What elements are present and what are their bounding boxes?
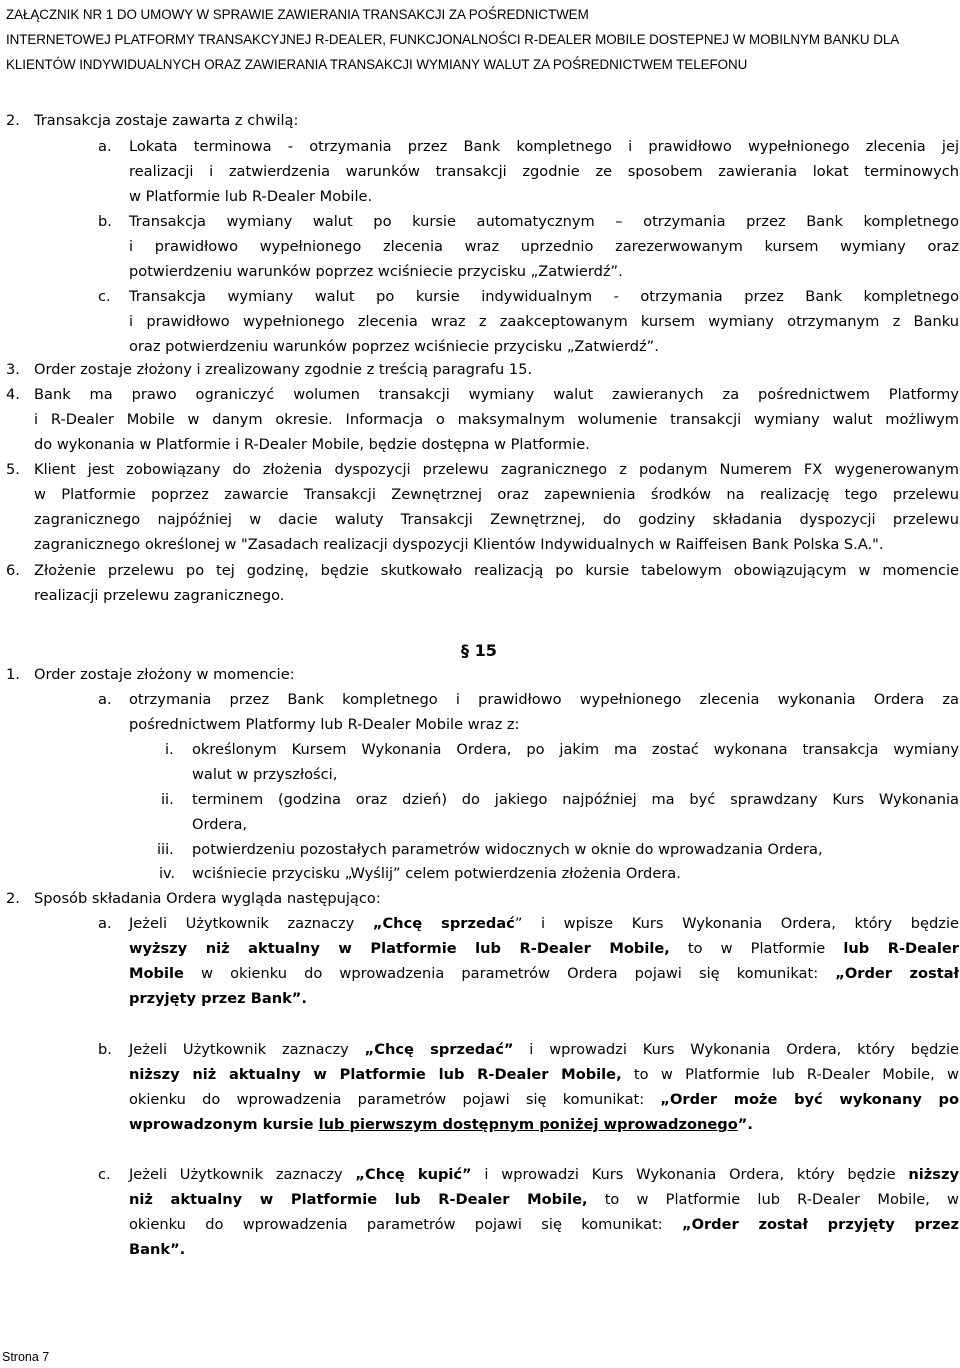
s15-2b-line-3-part: okienku do wprowadzenia parametrów pojawi się komunikat: [129,1091,661,1108]
point-2a-line-1: Lokata terminowa - otrzymania przez Bank kompletnego i prawidłowo wypełnionego zlecenia jej [129,138,959,155]
s15-2a-line-1-rest: ” i wpisze Kurs Wykonania Ordera, który będzie [514,915,959,932]
point-4-line-1: Bank ma prawo ograniczyć wolumen transakcji wymiany walut zawieranych za pośrednictwem Platformy [34,386,959,403]
s15-1a-mark: a. [98,691,112,708]
point-5-number: 5. [6,461,20,478]
s15-2a-or-rdealer: lub R-Dealer [843,940,959,957]
s15-point-2-number: 2. [6,890,20,907]
s15-2a-line-1 [129,914,959,934]
point-2a-line-3: w Platformie lub R-Dealer Mobile. [129,188,373,205]
s15-1a-iv-mark: iv. [159,865,176,882]
s15-2c-line-3 [129,1215,959,1235]
s15-2c-line-3-part: okienku do wprowadzenia parametrów pojawi się komunikat: [129,1216,682,1233]
s15-2c-line-1-part: Jeżeli Użytkownik zaznaczy [129,1166,356,1183]
point-2a-mark: a. [98,138,112,155]
point-2b-text [129,212,959,282]
s15-point-1-text: Order zostaje złożony w momencie: [34,666,295,683]
s15-point-1-number: 1. [6,666,20,683]
s15-2b-line-3 [129,1090,959,1110]
s15-2c-line-2 [129,1190,959,1210]
point-2c-mark: c. [98,288,111,305]
s15-point-2-text: Sposób składania Ordera wygląda następująco: [34,890,381,907]
header-line-1: ZAŁĄCZNIK NR 1 DO UMOWY W SPRAWIE ZAWIERANIA TRANSAKCJI ZA POŚREDNICTWEM [6,7,589,22]
s15-1a-ii-line-1: terminem (godzina oraz dzień) do jakiego najpóźniej ma być sprawdzany Kurs Wykonania [192,791,959,808]
s15-1a-i-line-1: określonym Kursem Wykonania Ordera, po jakim ma zostać wykonana transakcja wymiany [192,741,959,758]
point-4-line-2: i R-Dealer Mobile w danym okresie. Informacja o maksymalnym wolumenie transakcji wymiany walut możliwym [34,411,959,428]
s15-2a-line-2-part: to w Platformie [669,940,844,957]
point-2b-mark: b. [98,213,112,230]
s15-2a-mark: a. [98,915,112,932]
s15-2b-message-end: ”. [737,1116,753,1133]
s15-2a-line-1-part: Jeżeli Użytkownik zaznaczy [129,915,373,932]
point-5-line-3: zagranicznego najpóźniej w dacie waluty Transakcji Zewnętrznej, do godziny składania dyspozycji przelewu [34,511,959,528]
point-4-line-3: do wykonania w Platformie i R-Dealer Mobile, będzie dostępna w Platformie. [34,436,590,453]
s15-2a-line-3 [129,964,959,984]
point-2c-line-1: Transakcja wymiany walut po kursie indywidualnym - otrzymania przez Bank kompletnego [129,288,959,305]
point-5-line-2: w Platformie poprzez zawarcie Transakcji Zewnętrznej oraz zapewnienia środków na realizację tego przelewu [34,486,959,503]
point-6-line-1: Złożenie przelewu po tej godzinę, będzie skutkowało realizacją po kursie tabelowym obowiązującym w momencie [34,562,959,579]
s15-2c-choice-buy: „Chcę kupić” [355,1166,472,1183]
s15-1a-iii-text: potwierdzeniu pozostałych parametrów widocznych w oknie do wprowadzania Ordera, [192,841,823,858]
point-2c-line-3: oraz potwierdzeniu warunków poprzez wciśniecie przycisku „Zatwierdź”. [129,338,659,355]
point-3-number: 3. [6,361,20,378]
point-2-number: 2. [6,112,20,129]
s15-2c-message-end: Bank”. [129,1241,186,1258]
point-2b-line-3: potwierdzeniu warunków poprzez wciśniecie przycisku „Zatwierdź”. [129,263,623,280]
point-5-line-4: zagranicznego określonej w "Zasadach realizacji dyspozycji Klientów Indywidualnych w Raiffeisen Bank Polska S.A.". [34,536,884,553]
s15-2b-message-mid: wprowadzonym kursie [129,1116,319,1133]
point-2b-line-2: i prawidłowo wypełnionego zlecenia wraz uprzednio zarezerwowanym kursem wymiany oraz [129,238,959,255]
s15-2a-text [129,914,959,1009]
document-header [6,2,956,77]
s15-1a-i-mark: i. [165,741,174,758]
s15-2c-than-current: niż aktualny w Platformie lub R-Dealer Mobile, [129,1191,588,1208]
s15-2a-message-end: przyjęty przez Bank”. [129,990,307,1007]
s15-1a-ii-mark: ii. [161,791,174,808]
s15-2a-line-3-part: w okienku do wprowadzenia parametrów Ordera pojawi się komunikat: [183,965,836,982]
point-2b-line-1: Transakcja wymiany walut po kursie automatycznym – otrzymania przez Bank kompletnego [129,213,959,230]
s15-2b-line-2 [129,1065,959,1085]
s15-2b-message-underlined: lub pierwszym dostępnym poniżej wprowadzonego [318,1116,738,1133]
s15-2c-line-1-mid: i wprowadzi Kurs Wykonania Ordera, który będzie [471,1166,909,1183]
s15-2b-mark: b. [98,1041,112,1058]
s15-2b-message-start: „Order może być wykonany po [660,1091,959,1108]
point-4-text [34,385,959,455]
s15-2b-choice-sell: „Chcę sprzedać” [364,1041,514,1058]
point-2a-line-2: realizacji i zatwierdzenia warunków transakcji zgodnie ze sposobem zawierania lokat terminowych [129,163,959,180]
s15-2b-text [129,1040,959,1135]
s15-1a-text [129,690,959,735]
header-line-3: KLIENTÓW INDYWIDUALNYCH ORAZ ZAWIERANIA TRANSAKCJI WYMIANY WALUT ZA POŚREDNICTWEM TELEFONU [6,57,748,72]
point-6-text [34,561,959,606]
s15-1a-ii-line-2: Ordera, [192,816,248,833]
s15-1a-i-line-2: walut w przyszłości, [192,766,338,783]
s15-2c-message-start: „Order został przyjęty przez [681,1216,960,1233]
point-2c-line-2: i prawidłowo wypełnionego zlecenia wraz z zaakceptowanym kursem wymiany otrzymanym z Banku [129,313,959,330]
s15-2a-choice-sell: „Chcę sprzedać [372,915,515,932]
s15-2b-line-2-rest: to w Platformie lub R-Dealer Mobile, w [621,1066,959,1083]
point-3-text: Order zostaje złożony i zrealizowany zgodnie z treścią paragrafu 15. [34,361,533,378]
s15-2a-line-4 [129,989,959,1009]
point-2a-text [129,137,959,207]
point-2c-text [129,287,959,357]
s15-1a-iv-text: wciśniecie przycisku „Wyślij” celem potwierdzenia złożenia Ordera. [192,865,681,882]
s15-2b-line-1 [129,1040,959,1060]
s15-2a-higher-than: wyższy niż aktualny w Platformie lub R-Dealer Mobile, [129,940,670,957]
s15-2a-mobile: Mobile [129,965,184,982]
point-5-text [34,460,959,555]
header-line-2: INTERNETOWEJ PLATFORMY TRANSAKCYJNEJ R-DEALER, FUNKCJONALNOŚCI R-DEALER MOBILE DOSTEPNEJ W MOBILNYM BANKU DLA [6,32,900,47]
s15-2a-message-start: „Order został [835,965,959,982]
s15-2c-lower: niższy [908,1166,959,1183]
page-number: Strona 7 [2,1350,50,1364]
s15-2c-line-4 [129,1240,959,1260]
section-title: § 15 [461,641,497,660]
s15-1a-ii-text [192,790,959,835]
s15-1a-iii-mark: iii. [157,841,174,858]
s15-2c-text [129,1165,959,1260]
s15-2c-mark: c. [98,1166,111,1183]
point-4-number: 4. [6,386,20,403]
s15-2b-lower-than: niższy niż aktualny w Platformie lub R-Dealer Mobile, [129,1066,622,1083]
s15-2b-line-1-rest: i wprowadzi Kurs Wykonania Ordera, który będzie [513,1041,959,1058]
s15-1a-i-text [192,740,959,785]
point-2-text: Transakcja zostaje zawarta z chwilą: [34,112,299,129]
s15-1a-line-1: otrzymania przez Bank kompletnego i prawidłowo wypełnionego zlecenia wykonania Ordera za [129,691,959,708]
s15-2b-line-4 [129,1115,959,1135]
s15-1a-line-2: pośrednictwem Platformy lub R-Dealer Mobile wraz z: [129,716,520,733]
point-6-number: 6. [6,562,20,579]
point-5-line-1: Klient jest zobowiązany do złożenia dyspozycji przelewu zagranicznego z podanym Numerem FX wygenerowanym [34,461,959,478]
s15-2b-line-1-part: Jeżeli Użytkownik zaznaczy [129,1041,365,1058]
s15-2a-line-2 [129,939,959,959]
point-6-line-2: realizacji przelewu zagranicznego. [34,587,285,604]
s15-2c-line-1 [129,1165,959,1185]
s15-2c-line-2-rest: to w Platformie lub R-Dealer Mobile, w [587,1191,959,1208]
